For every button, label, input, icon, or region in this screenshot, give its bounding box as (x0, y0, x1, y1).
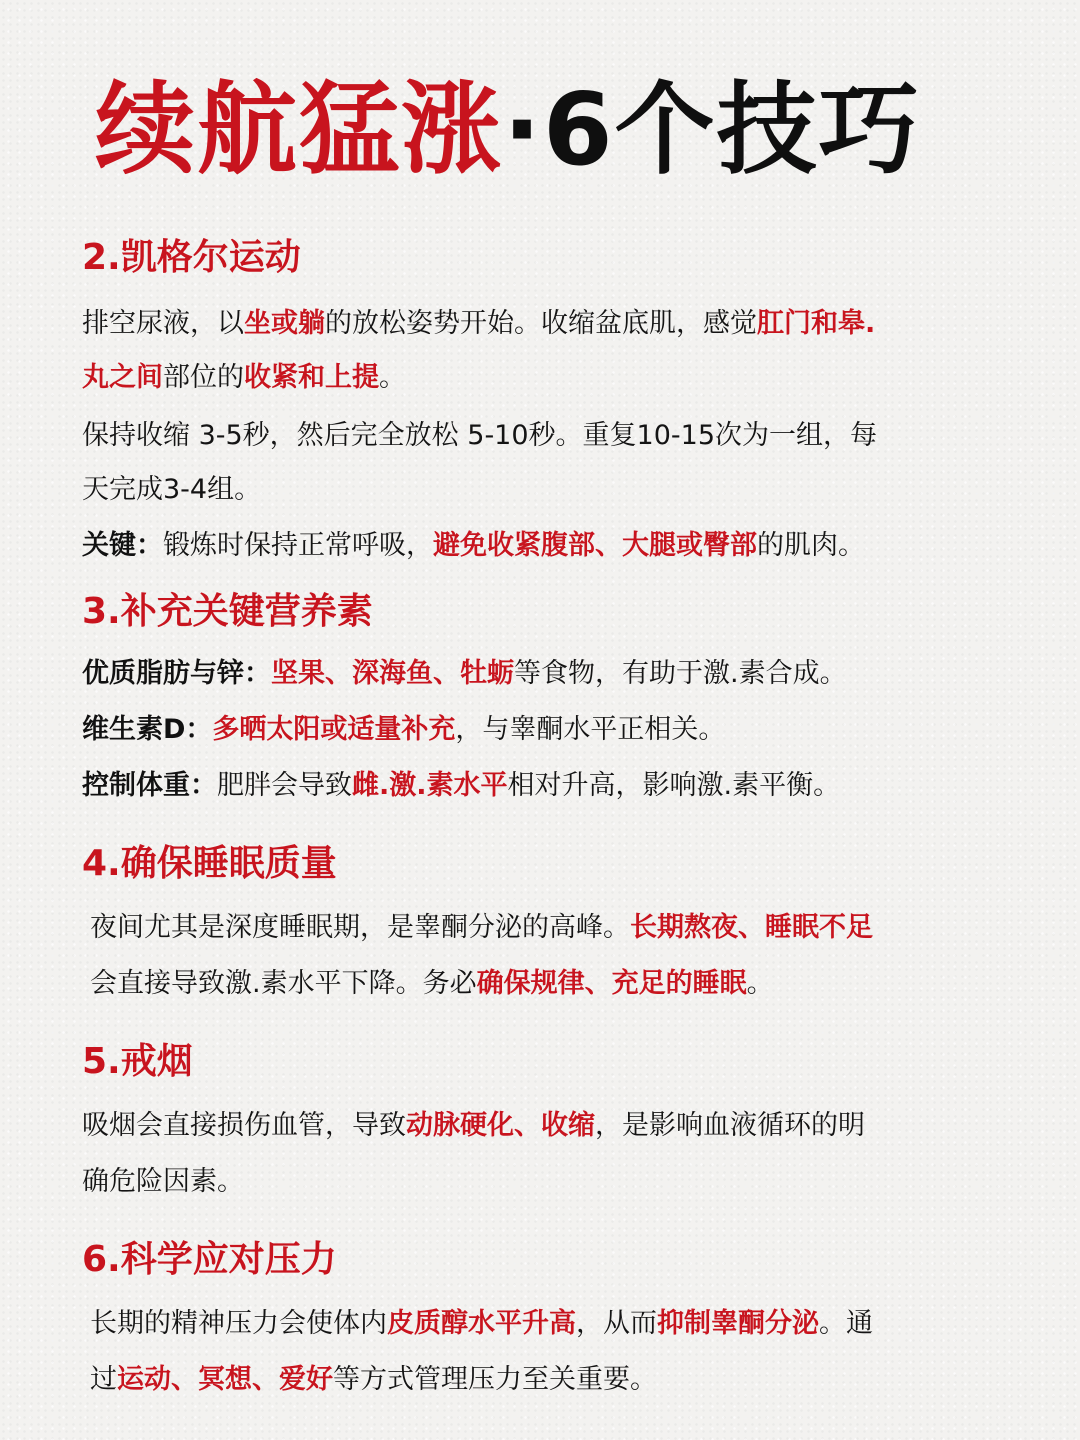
section-2-line-2 (82, 360, 406, 396)
section-5-heading: 5.戒烟 (82, 1041, 193, 1082)
text: 肥胖会导致 (217, 770, 352, 801)
highlight: 皮质醇水平升高 (387, 1308, 576, 1339)
section-2-line-1 (82, 306, 875, 342)
section-5-line-1 (82, 1108, 865, 1144)
section-4-line-1 (90, 910, 873, 946)
section-2-line-5 (82, 528, 865, 564)
section-4-line-2 (90, 966, 774, 1002)
text: 。 (746, 968, 774, 999)
page-title (95, 70, 921, 190)
section-6-line-1 (90, 1306, 873, 1342)
text: 长期的精神压力会使体内 (90, 1308, 387, 1339)
section-3-heading: 3.补充关键营养素 (82, 591, 373, 632)
highlight: 确保规律、充足的睡眠 (476, 968, 747, 999)
text: 过 (90, 1364, 117, 1395)
section-6-line-2 (90, 1362, 657, 1398)
highlight: 抑制睾酮分泌 (657, 1308, 819, 1339)
section-3-line-1 (82, 656, 847, 692)
text: 的放松姿势开始。收缩盆底肌，感觉 (325, 308, 757, 339)
section-4-heading: 4.确保睡眠质量 (82, 843, 337, 884)
text: 等食物，有助于激.素合成。 (514, 658, 847, 689)
text: ，是影响血液循环的明 (595, 1110, 865, 1141)
bold-label: 关键： (82, 530, 163, 561)
text: 夜间尤其是深度睡眠期，是睾酮分泌的高峰。 (90, 912, 630, 943)
text: 锻炼时保持正常呼吸， (163, 530, 433, 561)
bold-label: 控制体重： (82, 770, 217, 801)
highlight: 运动、冥想、爱好 (117, 1364, 333, 1395)
text: ，与睾酮水平正相关。 (455, 714, 726, 745)
highlight: 坐或躺 (244, 308, 325, 339)
text: 排空尿液，以 (82, 308, 244, 339)
highlight: 肛门和皋. (757, 308, 876, 339)
text: ，从而 (576, 1308, 657, 1339)
section-2-line-4: 天完成3-4组。 (82, 474, 262, 505)
title-red-part: 续航猛涨 (95, 71, 503, 188)
highlight: 坚果、深海鱼、牡蛎 (271, 658, 514, 689)
text: 部位的 (163, 362, 244, 393)
text: 相对升高，影响激.素平衡。 (507, 770, 841, 801)
section-2-line-3: 保持收缩 3-5秒，然后完全放松 5-10秒。重复10-15次为一组，每 (82, 420, 877, 451)
highlight: 丸之间 (82, 362, 163, 393)
bold-label: 维生素D： (82, 714, 213, 745)
section-3-line-3 (82, 768, 840, 804)
highlight: 动脉硬化、收缩 (406, 1110, 595, 1141)
highlight: 多晒太阳或适量补充 (212, 714, 456, 745)
highlight: 长期熬夜、睡眠不足 (630, 912, 873, 943)
text: 。 (379, 362, 406, 393)
text: 吸烟会直接损伤血管，导致 (82, 1110, 406, 1141)
highlight: 收紧和上提 (244, 362, 379, 393)
bold-label: 优质脂肪与锌： (82, 658, 271, 689)
section-5-line-2: 确危险因素。 (82, 1166, 244, 1197)
section-2-heading: 2.凯格尔运动 (82, 237, 301, 278)
text: 的肌肉。 (757, 530, 865, 561)
text: 。通 (819, 1308, 873, 1339)
section-6-heading: 6.科学应对压力 (82, 1239, 337, 1280)
highlight: 雌.激.素水平 (352, 770, 508, 801)
section-3-line-2 (82, 712, 725, 748)
highlight: 避免收紧腹部、大腿或臀部 (433, 530, 757, 561)
text: 等方式管理压力至关重要。 (333, 1364, 657, 1395)
text: 会直接导致激.素水平下降。务必 (90, 968, 477, 999)
title-black-part: ·6个技巧 (503, 71, 921, 188)
